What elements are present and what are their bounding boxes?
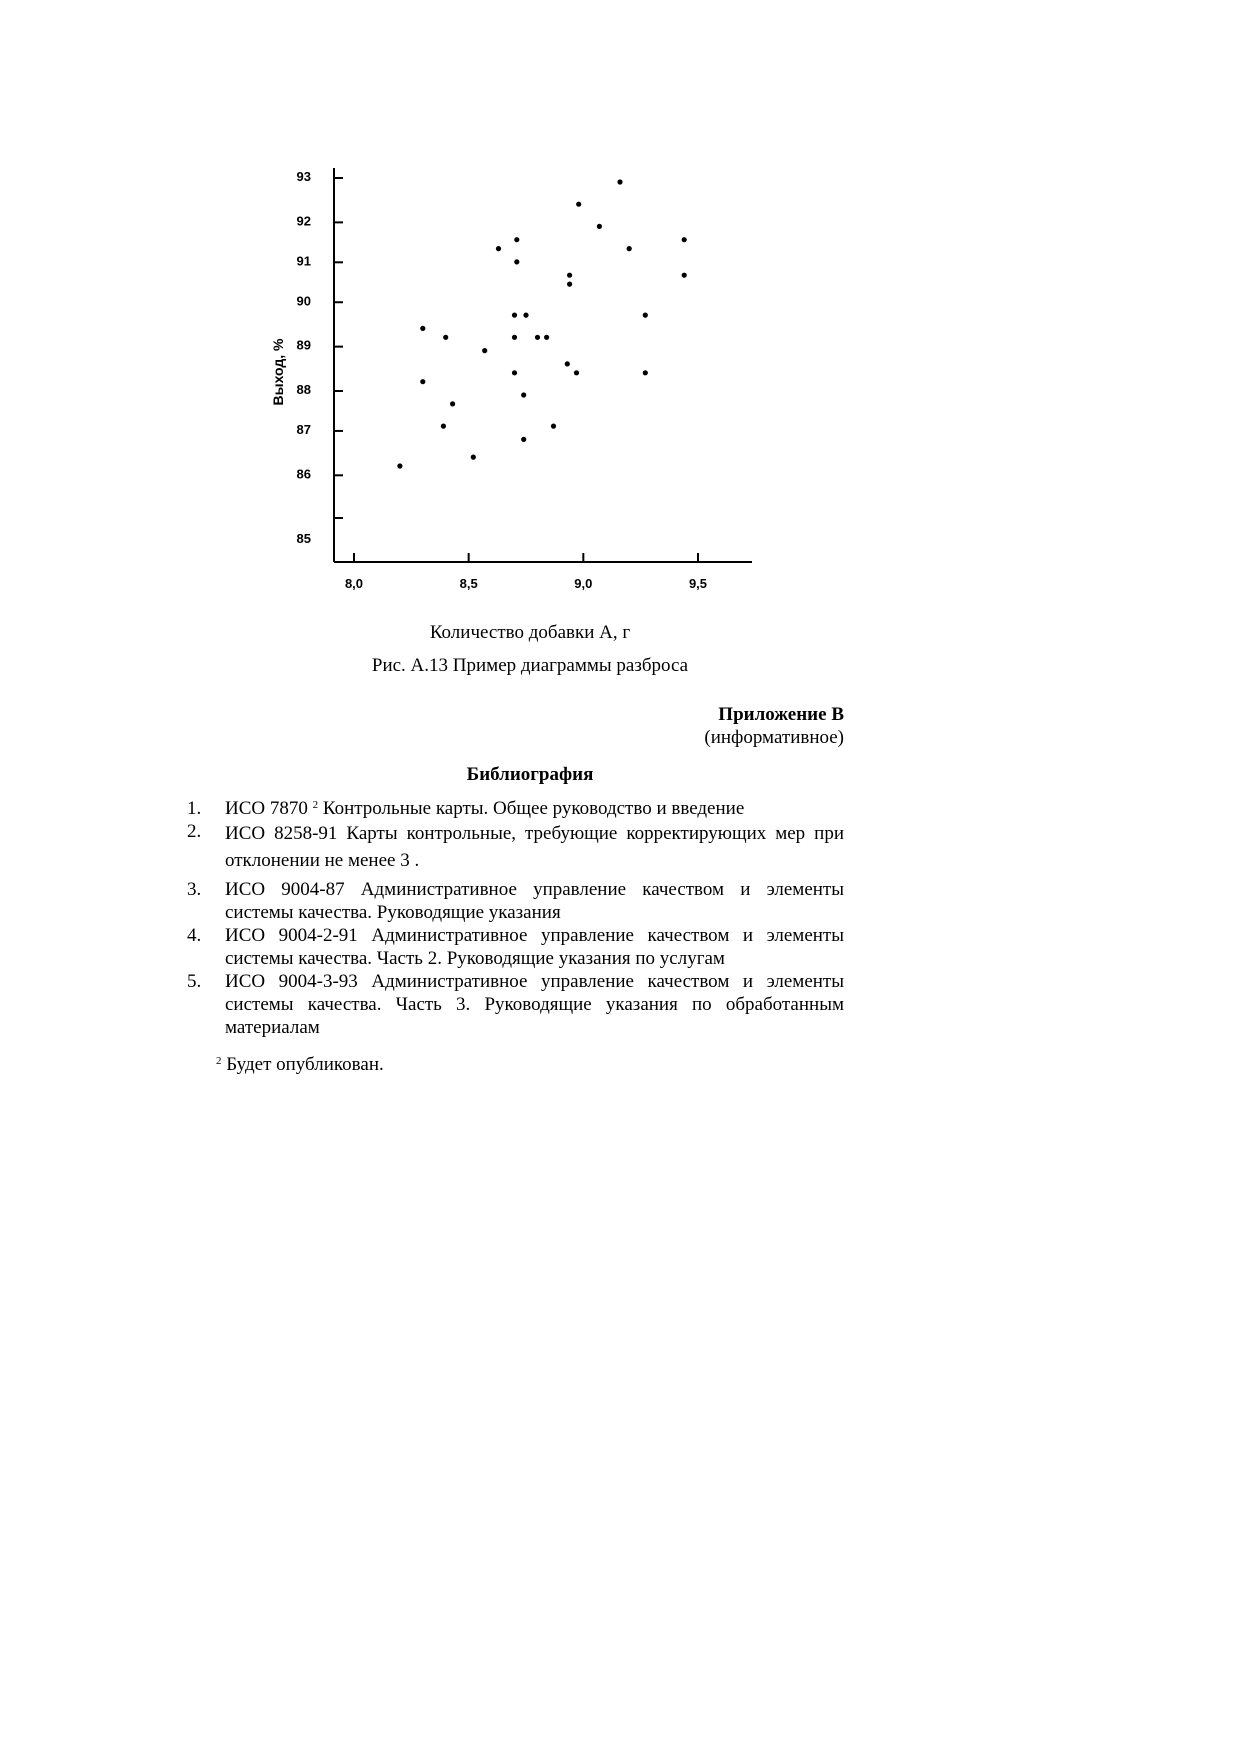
bibliography-item	[187, 878, 844, 924]
data-point	[441, 424, 446, 429]
item-number: 3.	[187, 879, 202, 900]
data-point	[514, 237, 519, 242]
scatter-chart	[0, 0, 1240, 620]
x-tick-label: 9,0	[574, 576, 593, 591]
y-tick-label: 92	[296, 213, 311, 229]
bibliography-item	[187, 924, 844, 970]
appendix-heading	[704, 703, 844, 749]
x-tick-label: 8,0	[344, 576, 364, 591]
data-point	[682, 237, 687, 242]
y-tick-label: 85	[296, 531, 311, 546]
x-tick-label: 8,5	[459, 576, 478, 591]
item-number: 4.	[187, 925, 202, 946]
figure-caption: Рис. А.13 Пример диаграммы разброса	[371, 655, 689, 676]
data-point	[420, 326, 425, 331]
bibliography-title: Библиография	[466, 764, 594, 785]
x-tick-label: 9,5	[688, 576, 708, 591]
data-point	[617, 179, 622, 184]
item-text: ИСО 8258-91 Карты контрольные, требующие корректирующих мер при отклонении не менее 3 .	[225, 823, 844, 871]
y-tick-label: 87	[296, 421, 311, 437]
y-tick-label: 90	[296, 293, 311, 309]
data-point	[551, 424, 556, 429]
y-tick-label: 91	[296, 253, 311, 269]
data-point	[512, 313, 517, 318]
data-point	[512, 335, 517, 340]
bibliography-item	[187, 797, 844, 820]
data-point	[643, 370, 648, 375]
data-points	[397, 179, 687, 468]
data-point	[535, 335, 540, 340]
footnote-mark: 2	[216, 1055, 222, 1067]
x-axis	[334, 553, 752, 591]
item-text: ИСО 9004-2-91 Административное управление качеством и элементы системы качества. Часть 2. Руководящие указания по услугам	[225, 925, 844, 969]
data-point	[521, 437, 526, 442]
data-point	[397, 463, 402, 468]
data-point	[597, 224, 602, 229]
y-tick-label: 86	[296, 466, 311, 482]
bibliography-list	[187, 797, 844, 1039]
y-tick-label: 93	[296, 169, 311, 184]
footnote-ref: 2	[312, 799, 319, 811]
figure-x-axis-label: Количество добавки А, г	[429, 622, 631, 643]
data-point	[450, 401, 455, 406]
y-axis	[297, 168, 343, 562]
data-point	[643, 313, 648, 318]
item-text: ИСО 7870	[225, 798, 308, 819]
appendix-subtitle: (информативное)	[704, 727, 844, 748]
data-point	[496, 246, 501, 251]
item-text: Контрольные карты. Общее руководство и введение	[322, 798, 745, 819]
data-point	[471, 455, 476, 460]
data-point	[682, 273, 687, 278]
data-point	[523, 313, 528, 318]
data-point	[443, 335, 448, 340]
item-text: ИСО 9004-3-93 Административное управление качеством и элементы системы качества. Часть 3. Руководящие указания по обработанным материалам	[225, 971, 844, 1038]
bibliography-item	[187, 820, 844, 874]
data-point	[576, 202, 581, 207]
item-number: 5.	[187, 971, 202, 992]
data-point	[565, 361, 570, 366]
item-number: 2.	[187, 821, 202, 842]
appendix-title: Приложение В	[718, 704, 844, 725]
y-axis-label: Выход, %	[270, 338, 286, 406]
data-point	[521, 392, 526, 397]
data-point	[420, 379, 425, 384]
data-point	[627, 246, 632, 251]
data-point	[544, 335, 549, 340]
y-tick-label: 88	[296, 382, 311, 397]
data-point	[482, 348, 487, 353]
item-number: 1.	[187, 798, 202, 819]
data-point	[567, 273, 572, 278]
data-point	[512, 370, 517, 375]
item-text: ИСО 9004-87 Административное управление качеством и элементы системы качества. Руководящие указания	[225, 879, 844, 923]
data-point	[514, 259, 519, 264]
footnote-text: Будет опубликован.	[226, 1054, 384, 1075]
data-point	[567, 282, 572, 287]
footnote	[216, 1054, 384, 1076]
y-tick-label: 89	[296, 337, 311, 353]
bibliography-item	[187, 970, 844, 1039]
data-point	[574, 370, 579, 375]
